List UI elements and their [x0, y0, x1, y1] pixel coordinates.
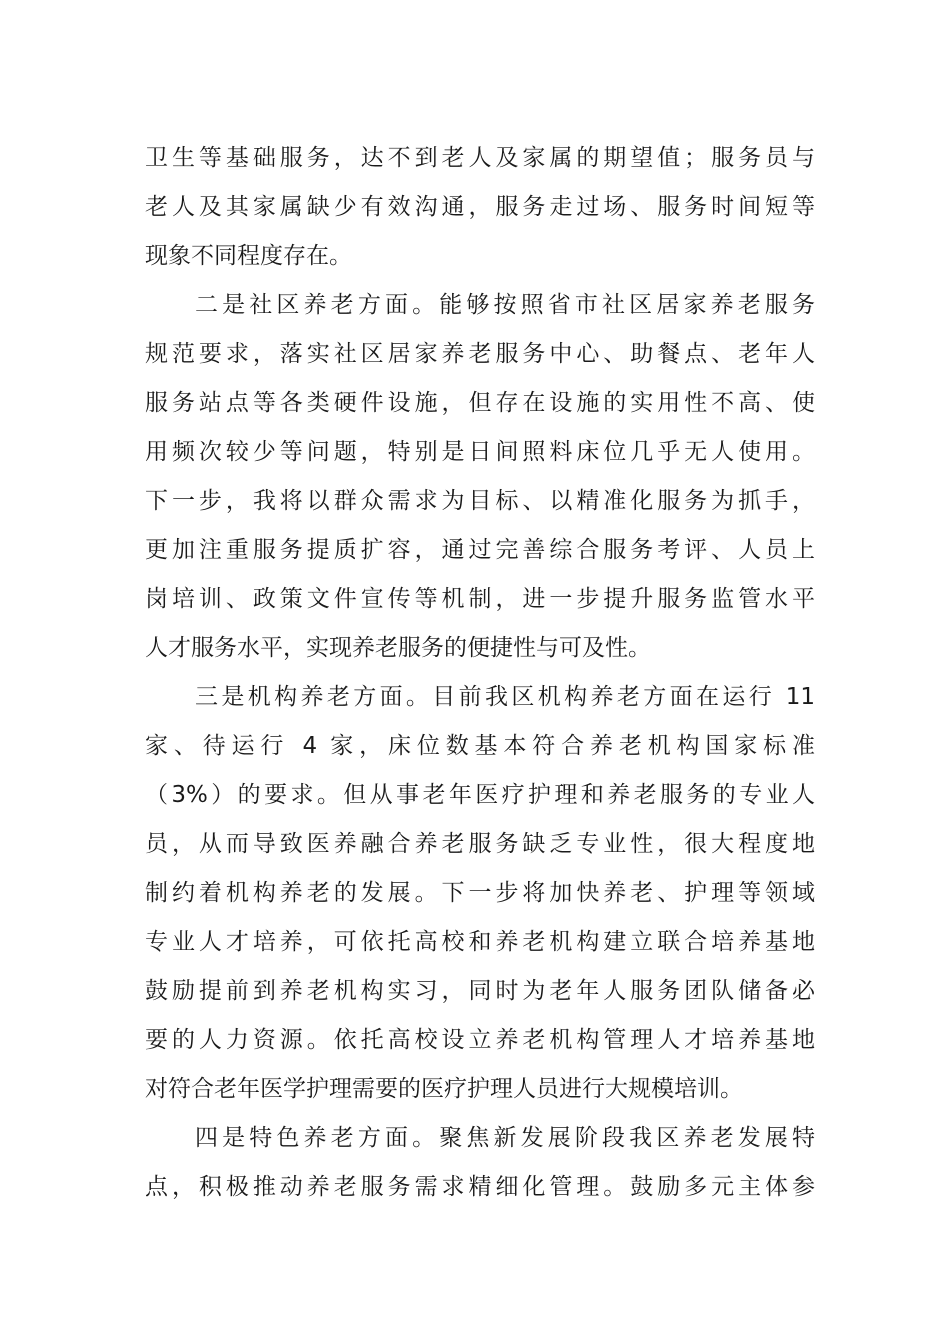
text-line: 制约着机构养老的发展。下一步将加快养老、护理等领域	[145, 880, 815, 906]
text-line: 员，从而导致医养融合养老服务缺乏专业性，很大程度地	[145, 831, 815, 857]
paragraph-first-line: 二是社区养老方面。能够按照省市社区居家养老服务	[195, 292, 815, 318]
text-line: 要的人力资源。依托高校设立养老机构管理人才培养基地	[145, 1027, 815, 1053]
body-text	[145, 134, 815, 1212]
text-line: 卫生等基础服务，达不到老人及家属的期望值；服务员与	[145, 145, 815, 171]
text-line: 下一步，我将以群众需求为目标、以精准化服务为抓手，	[145, 488, 815, 514]
text-line: 现象不同程度存在。	[145, 243, 352, 269]
text-line: 规范要求，落实社区居家养老服务中心、助餐点、老年人	[145, 341, 815, 367]
text-line: 用频次较少等问题，特别是日间照料床位几乎无人使用。	[145, 439, 815, 465]
text-line: 岗培训、政策文件宣传等机制，进一步提升服务监管水平	[145, 586, 815, 612]
text-line: 专业人才培养，可依托高校和养老机构建立联合培养基地	[145, 929, 815, 955]
text-line: 更加注重服务提质扩容，通过完善综合服务考评、人员上	[145, 537, 815, 563]
text-line: 服务站点等各类硬件设施，但存在设施的实用性不高、使	[145, 390, 815, 416]
text-line: 家、待运行 4 家，床位数基本符合养老机构国家标准	[145, 733, 815, 759]
text-line: 人才服务水平，实现养老服务的便捷性与可及性。	[145, 635, 651, 661]
text-line: 对符合老年医学护理需要的医疗护理人员进行大规模培训。	[145, 1076, 743, 1102]
paragraph-first-line: 三是机构养老方面。目前我区机构养老方面在运行 11	[195, 684, 815, 710]
text-line: 点，积极推动养老服务需求精细化管理。鼓励多元主体参	[145, 1174, 815, 1200]
text-line: 老人及其家属缺少有效沟通，服务走过场、服务时间短等	[145, 194, 815, 220]
text-line: （3%）的要求。但从事老年医疗护理和养老服务的专业人	[145, 782, 815, 808]
text-line: 鼓励提前到养老机构实习，同时为老年人服务团队储备必	[145, 978, 815, 1004]
paragraph-first-line: 四是特色养老方面。聚焦新发展阶段我区养老发展特	[195, 1125, 815, 1151]
